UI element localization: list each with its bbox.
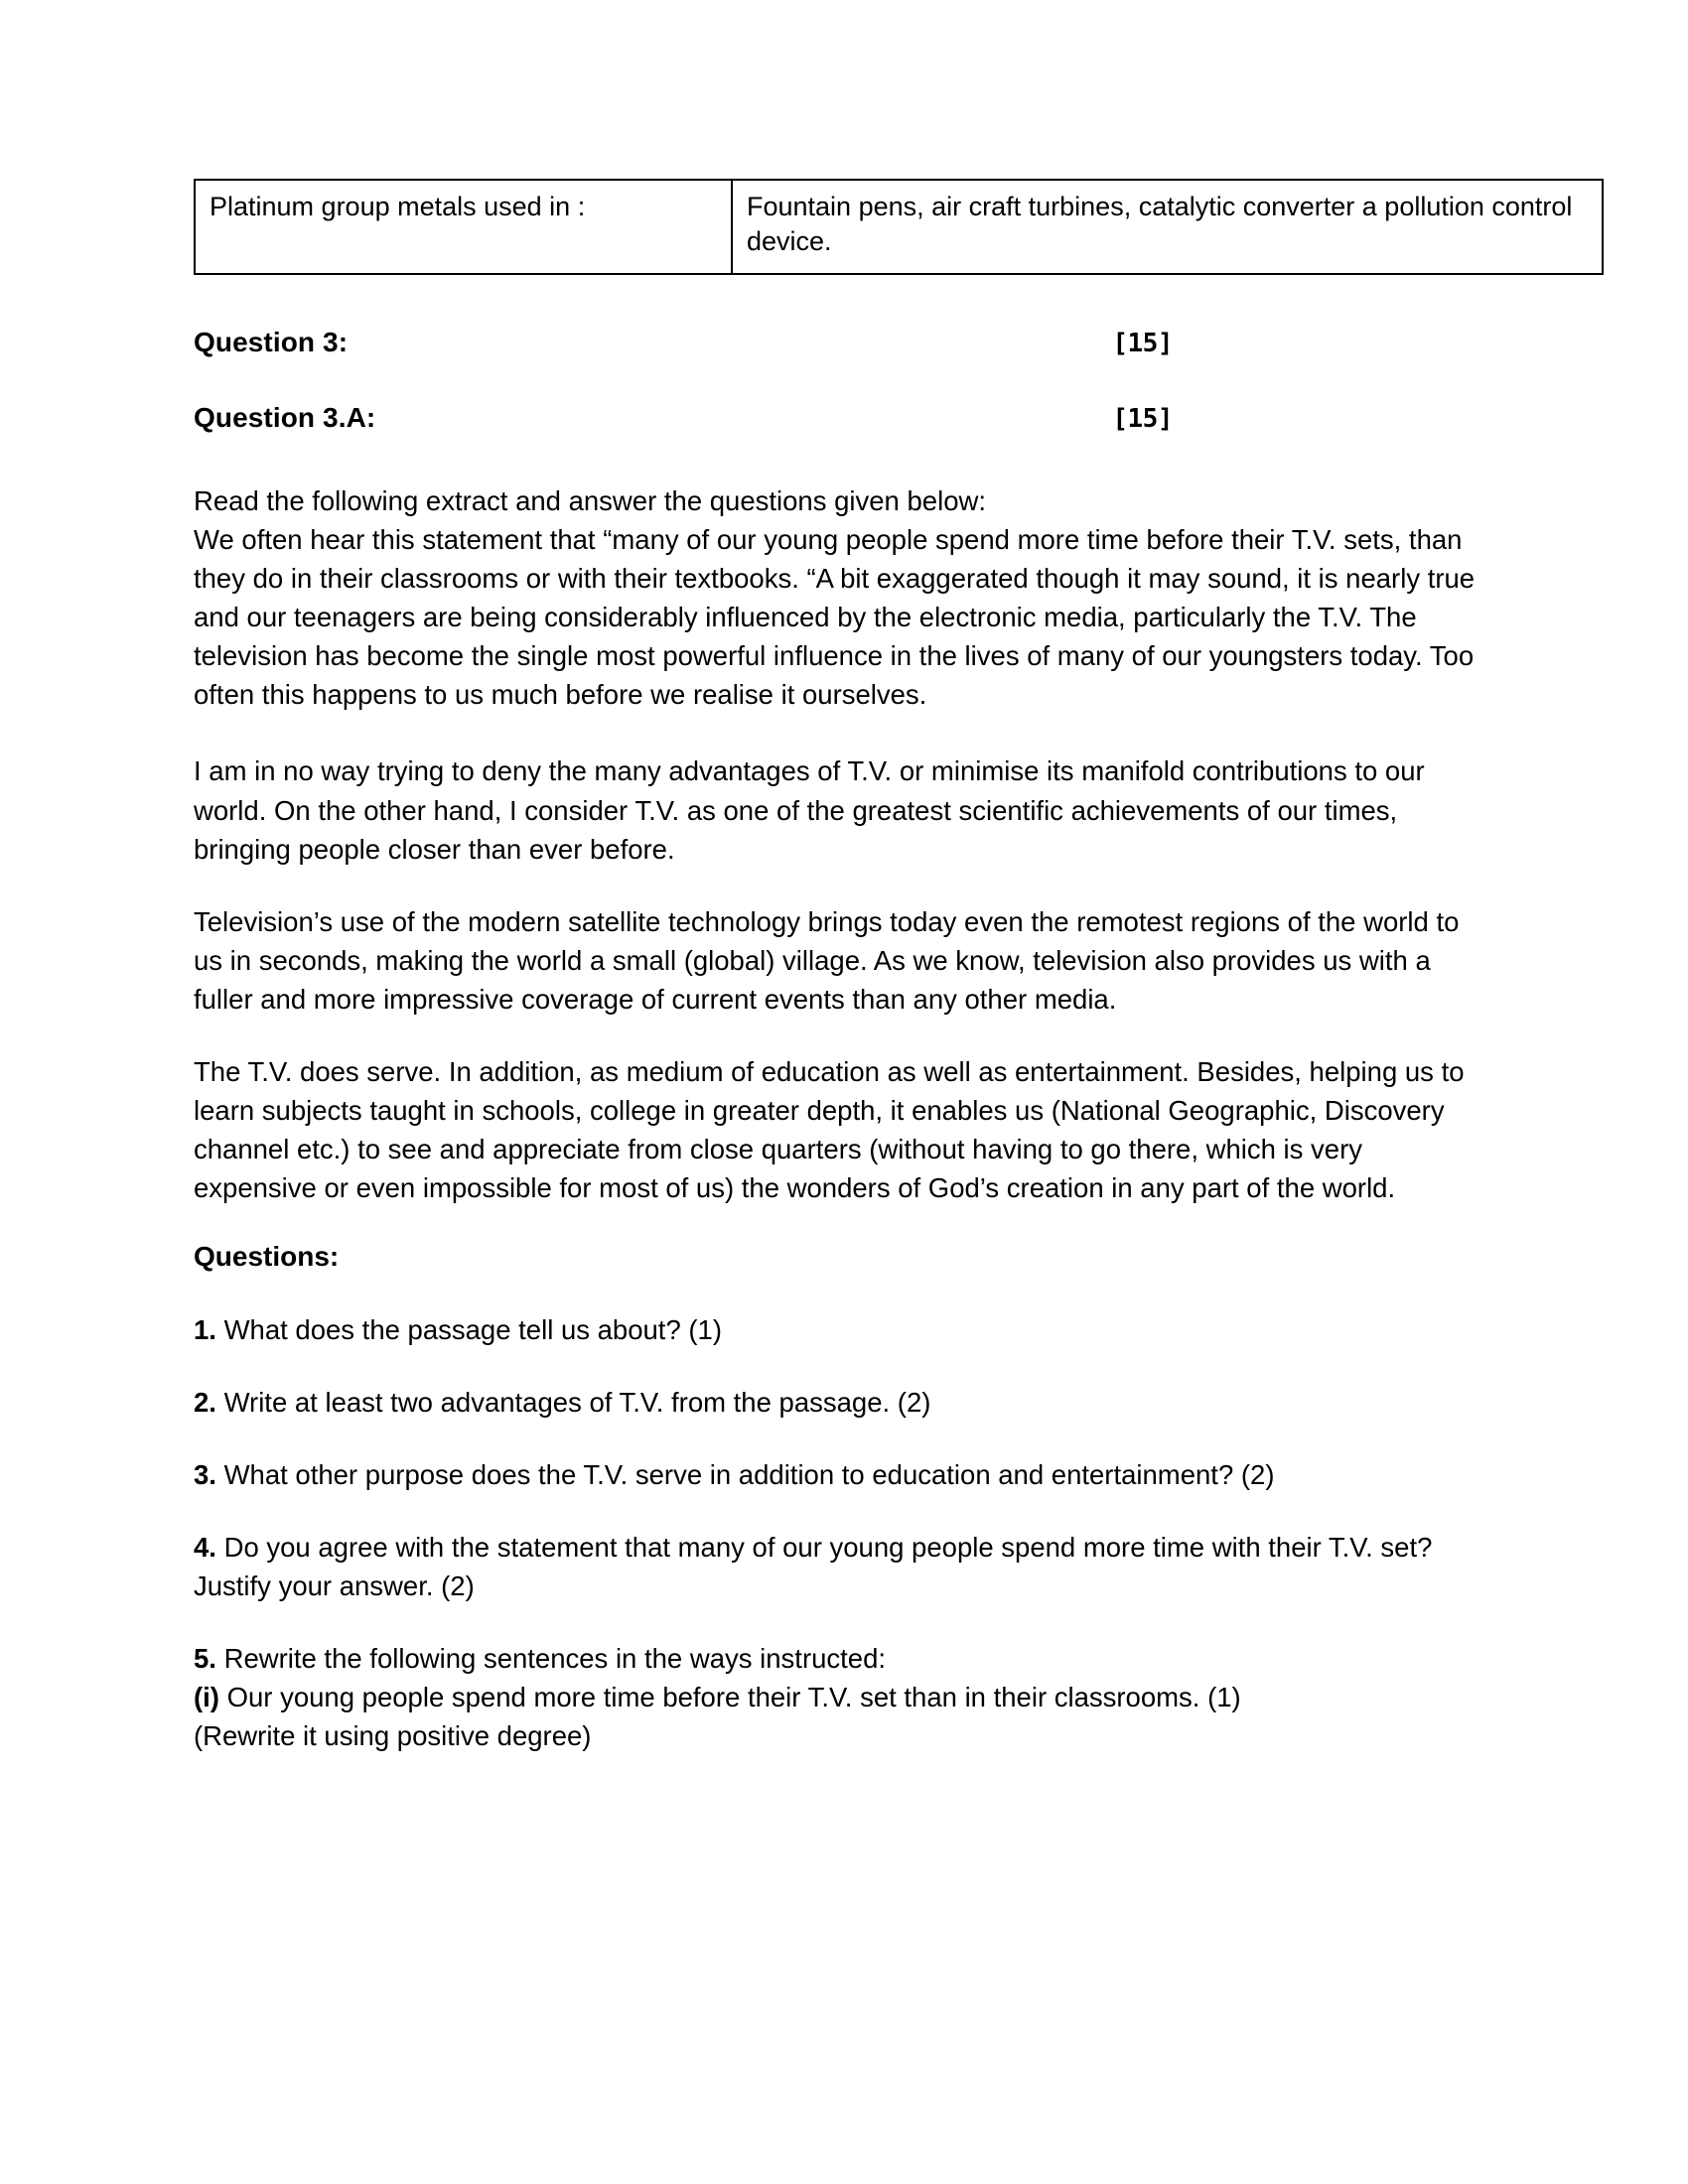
question-item-4-text: Do you agree with the statement that many of our young people spend more time with their T.V. set? Justify your answer. (2) xyxy=(194,1532,1433,1602)
sub-item-i-hint: (Rewrite it using positive degree) xyxy=(194,1720,592,1752)
questions-section-title: Questions: xyxy=(194,1240,340,1272)
question-item-5-text: Rewrite the following sentences in the ways instructed: xyxy=(215,1643,887,1675)
question-item-3 xyxy=(194,1455,1484,1494)
table-cell-label: Platinum group metals used in : xyxy=(195,180,732,274)
question-3a-marks: [15] xyxy=(1112,404,1173,435)
question-3a-heading xyxy=(194,402,1484,434)
passage-paragraph-2: I am in no way trying to deny the many advantages of T.V. or minimise its manifold contributions to our world. On the other hand, I consider T.V. as one of the greatest scientific achievements of our times, bringing people closer than ever before. xyxy=(194,755,1425,865)
question-item-2 xyxy=(194,1383,1484,1422)
question-item-1 xyxy=(194,1310,1484,1349)
question-3-marks: [15] xyxy=(1112,329,1173,359)
table-cell-value: Fountain pens, air craft turbines, catalytic converter a pollution control device. xyxy=(732,180,1603,274)
passage-paragraph-1: We often hear this statement that “many of our young people spend more time before their T.V. sets, than they do in their classrooms or with their textbooks. “A bit exaggerated though it may sound, it is nearly true and our teenagers are being considerably influenced by the electronic media, particularly the T.V. The television has become the single most powerful influence in the lives of many of our youngsters today. Too often this happens to us much before we realise it ourselves. xyxy=(194,524,1476,711)
table-row xyxy=(195,180,1603,274)
question-item-3-number: 3. xyxy=(194,1459,216,1491)
reading-instruction: Read the following extract and answer the questions given below: xyxy=(194,485,986,517)
question-item-3-text: What other purpose does the T.V. serve in addition to education and entertainment? (2) xyxy=(215,1459,1275,1491)
question-item-2-text: Write at least two advantages of T.V. from the passage. (2) xyxy=(215,1386,931,1418)
sub-item-i-text: Our young people spend more time before their T.V. set than in their classrooms. (1) xyxy=(218,1682,1241,1713)
question-item-5 xyxy=(194,1639,1484,1755)
question-item-1-text: What does the passage tell us about? (1) xyxy=(215,1313,722,1345)
passage-paragraph-4: The T.V. does serve. In addition, as medium of education as well as entertainment. Besides, helping us to learn subjects taught in schools, college in greater depth, it enables us (National Geographic, Discovery channel etc.) to see and appreciate from close quarters (without having to go there, which is very expensive or even impossible for most of us) the wonders of God’s creation in any part of the world. xyxy=(194,1055,1465,1203)
question-item-1-number: 1. xyxy=(194,1313,216,1345)
question-3-heading xyxy=(194,327,1484,358)
platinum-info-table xyxy=(194,179,1604,275)
question-3a-label: Question 3.A: xyxy=(194,402,376,434)
sub-item-i-number: (i) xyxy=(194,1682,219,1713)
question-item-2-number: 2. xyxy=(194,1386,216,1418)
question-3-label: Question 3: xyxy=(194,327,349,358)
question-item-4 xyxy=(194,1528,1484,1605)
question-item-5-number: 5. xyxy=(194,1643,216,1675)
passage-paragraph-3: Television’s use of the modern satellite technology brings today even the remotest regions of the world to us in seconds, making the world a small (global) village. As we know, television also provides us with a fuller and more impressive coverage of current events than any other media. xyxy=(194,905,1460,1015)
question-item-4-number: 4. xyxy=(194,1532,216,1564)
